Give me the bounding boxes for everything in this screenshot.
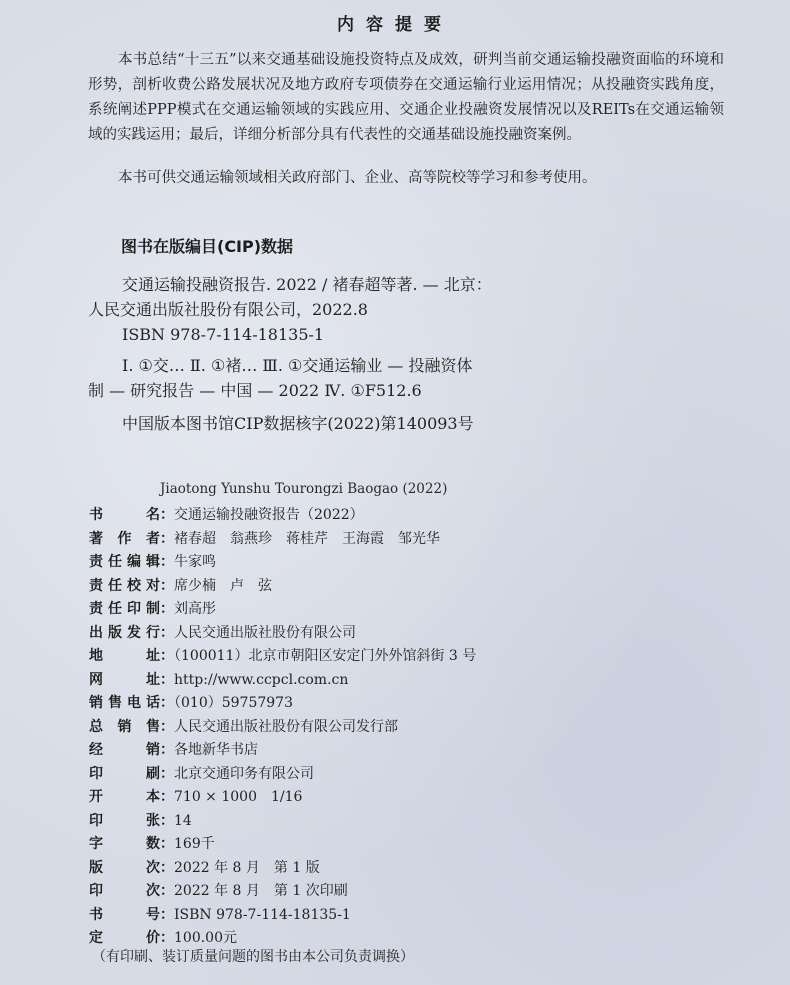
detail-label: 印刷 — [89, 765, 160, 782]
detail-label: 版次 — [89, 859, 160, 876]
summary-paragraph-1: 本书总结“十三五”以来交通基础设施投资特点及成效，研判当前交通运输投融资面临的环境和形势，剖析收费公路发展状况及地方政府专项债券在交通运输行业运用情况；从投融资实践角度，系统阐述PPP模式在交通运输领域的实践应用、交通企业投融资发展情况以及REITs在交通运输领域的实践运用；最后，详细分析部分具有代表性的交通基础设施投融资案例。 — [88, 52, 724, 143]
detail-value: （100011）北京市朝阳区安定门外外馆斜街 3 号 — [174, 648, 477, 664]
cip-line-subjects: Ⅰ. ①交… Ⅱ. ①褚… Ⅲ. ①交通运输业 — 投融资体 — [122, 356, 473, 375]
detail-row: 书名：交通运输投融资报告（2022） — [89, 504, 749, 528]
cip-heading: 图书在版编目(CIP)数据 — [121, 237, 294, 256]
detail-label: 地址 — [89, 648, 160, 664]
detail-value: ISBN 978-7-114-18135-1 — [174, 906, 351, 923]
detail-value: 交通运输投融资报告（2022） — [174, 507, 364, 523]
detail-label: 销售电话 — [89, 695, 160, 711]
detail-row: 定价：100.00元 — [89, 927, 749, 951]
detail-label: 印张 — [89, 812, 160, 829]
detail-row: 地址：（100011）北京市朝阳区安定门外外馆斜街 3 号 — [89, 645, 749, 669]
detail-label: 字数 — [89, 836, 160, 852]
detail-row: 责任编辑：牛家鸣 — [89, 551, 749, 575]
detail-label: 经销 — [89, 742, 160, 758]
detail-label: 书号 — [89, 906, 160, 923]
detail-value: 牛家鸣 — [174, 554, 216, 570]
summary-title: 内容提要 — [337, 15, 453, 35]
detail-row: 责任校对：席少楠 卢 弦 — [89, 575, 749, 599]
detail-row: 出版发行：人民交通出版社股份有限公司 — [89, 622, 749, 646]
detail-row: 经销：各地新华书店 — [89, 739, 749, 763]
detail-value: 褚春超 翁燕珍 蒋桂芹 王海霞 邹光华 — [174, 530, 440, 547]
detail-label: 著作者 — [89, 530, 160, 547]
publication-details — [89, 504, 749, 951]
detail-label: 网址 — [89, 671, 160, 688]
detail-value: 人民交通出版社股份有限公司发行部 — [174, 718, 398, 735]
cip-line-subjects-cont: 制 — 研究报告 — 中国 — 2022 Ⅳ. ①F512.6 — [88, 381, 422, 400]
detail-value: 100.00元 — [174, 930, 237, 946]
detail-label: 总销售 — [89, 718, 160, 735]
detail-value: 刘高彤 — [174, 601, 216, 617]
cip-bibliographic-entry — [88, 272, 688, 347]
detail-row: 印张：14 — [89, 810, 749, 834]
detail-label: 出版发行 — [89, 624, 160, 641]
detail-row: 字数：169千 — [89, 833, 749, 857]
detail-value: 北京交通印务有限公司 — [174, 765, 314, 782]
cip-line-publisher: 人民交通出版社股份有限公司，2022.8 — [88, 300, 368, 319]
detail-label: 责任校对 — [89, 577, 160, 594]
cip-classification — [88, 353, 688, 403]
detail-row: 网址：http://www.ccpcl.com.cn — [89, 669, 749, 693]
detail-row: 责任印制：刘高彤 — [89, 598, 749, 622]
detail-value: （010）59757973 — [174, 695, 293, 711]
detail-value: 席少楠 卢 弦 — [174, 577, 272, 594]
pinyin-title: Jiaotong Yunshu Tourongzi Baogao (2022) — [160, 481, 448, 497]
detail-row: 总销售：人民交通出版社股份有限公司发行部 — [89, 716, 749, 740]
detail-value: 710 × 1000 1/16 — [174, 789, 303, 805]
detail-row: 开本：710 × 1000 1/16 — [89, 786, 749, 810]
detail-row: 销售电话：（010）59757973 — [89, 692, 749, 716]
cip-line-number: 中国版本图书馆CIP数据核字(2022)第140093号 — [122, 414, 474, 433]
detail-label: 责任编辑 — [89, 554, 160, 570]
cip-line-isbn: ISBN 978-7-114-18135-1 — [122, 325, 325, 344]
detail-value: 2022 年 8 月 第 1 版 — [174, 859, 320, 876]
detail-value: 人民交通出版社股份有限公司 — [174, 624, 356, 641]
detail-value: 2022 年 8 月 第 1 次印刷 — [174, 883, 348, 899]
detail-value: http://www.ccpcl.com.cn — [174, 671, 349, 688]
summary-paragraph-2: 本书可供交通运输领域相关政府部门、企业、高等院校等学习和参考使用。 — [118, 170, 597, 186]
detail-label: 责任印制 — [89, 601, 160, 617]
detail-label: 开本 — [89, 789, 160, 805]
detail-value: 14 — [174, 812, 192, 829]
cip-number — [88, 411, 688, 436]
detail-value: 169千 — [174, 836, 215, 852]
detail-label: 印次 — [89, 883, 160, 899]
quality-note: （有印刷、装订质量问题的图书由本公司负责调换） — [92, 949, 414, 965]
detail-row: 著作者：褚春超 翁燕珍 蒋桂芹 王海霞 邹光华 — [89, 528, 749, 552]
detail-row: 印次：2022 年 8 月 第 1 次印刷 — [89, 880, 749, 904]
cip-line-title: 交通运输投融资报告. 2022 / 褚春超等著. — 北京： — [122, 275, 492, 294]
detail-row: 印刷：北京交通印务有限公司 — [89, 763, 749, 787]
detail-row: 版次：2022 年 8 月 第 1 版 — [89, 857, 749, 881]
detail-value: 各地新华书店 — [174, 742, 258, 758]
detail-row: 书号：ISBN 978-7-114-18135-1 — [89, 904, 749, 928]
detail-label: 定价 — [89, 930, 160, 946]
detail-label: 书名 — [89, 507, 160, 523]
